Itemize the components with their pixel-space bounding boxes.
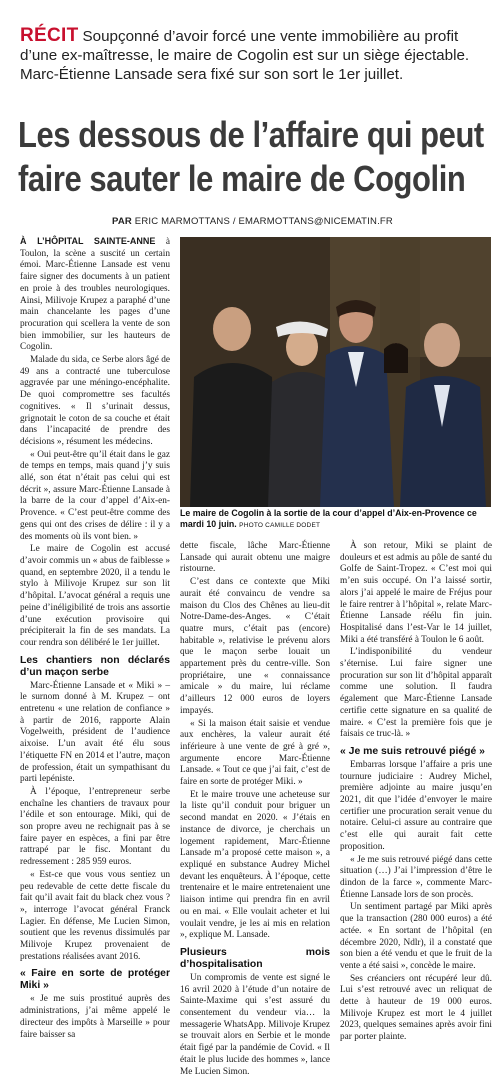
subheading-chantiers: Les chantiers non déclarés d’un maçon serbe xyxy=(20,654,170,678)
col3-paragraph-6: Ses créanciers ont récupéré leur dû. Lui s’est retrouvé avec un reliquat de dette à hauteur de 19 000 euros. Milivoje Krupez est mort le 4 juillet 2023, quelques semaines après avoir fini par porter plainte. xyxy=(340,973,492,1043)
col2-paragraph-3: « Si la maison était saisie et vendue aux enchères, la valeur aurait été inférieure à une vente de gré à gré », argumente encore Marc-Étienne Lansade. « Tout ce que j’ai fait, c’est de faire en sorte de protéger Miki. » xyxy=(180,718,330,788)
col1-paragraph-6: À l’époque, l’entrepreneur serbe enchaîne les chantiers de travaux pour l’édile et son entourage. Miki, qui de son propre aveu ne rechignait pas à se faire payer en espèces, a fini par être rattrapé par le fisc. Montant du redressement : 285 959 euros. xyxy=(20,786,170,868)
col2-paragraph-4: Et le maire trouve une acheteuse sur la liste qu’il conduit pour briguer un second mandat en 2020. « J’étais en instance de divorce, je cherchais un logement rapidement, Marc-Étienne Lansade m’a proposé cette maison », a expliqué en substance Audrey Michel devant les enquêteurs. À l’époque, cette trentenaire et le maire entretenaient une liaison intime qui prendra fin en avril ou en mai. « Elle voulait acheter et lui voulait vendre, je les ai mis en relation », explique M. Lansade. xyxy=(180,789,330,941)
lead-paragraph xyxy=(20,26,490,84)
col3-paragraph-4: « Je me suis retrouvé piégé dans cette situation (…) J’ai l’impression d’être le dindon de la farce », commente Marc-Étienne Lansade lors de son procès. xyxy=(340,854,492,900)
subheading-piege: « Je me suis retrouvé piégé » xyxy=(340,745,485,757)
column-3 xyxy=(340,541,492,1045)
byline xyxy=(112,216,393,227)
byline-author: ERIC MARMOTTANS / EMARMOTTANS@NICEMATIN.FR xyxy=(134,216,393,227)
byline-prefix: PAR xyxy=(112,216,132,227)
lettrine: À L’HÔPITAL SAINTE-ANNE xyxy=(20,236,156,246)
col3-paragraph-3: Embarras lorsque l’affaire a pris une tournure judiciaire : Audrey Michel, première adjointe au maire jusqu’en 2021, dit que l’idée d’envoyer le maire certifier une procuration serait venue du notaire. Celui-ci assure au contraire que c’est elle qui aurait fait cette proposition. xyxy=(340,759,492,852)
col2-paragraph-5: Un compromis de vente est signé le 16 avril 2020 à l’étude d’un notaire de Sainte-Maxime qui s’est assuré du consentement du vendeur via… la messagerie WhatsApp. Milivoje Krupez se trouvait alors en Serbie et le monde était figé par la pandémie de Covid. « Il était le plus lucide des hommes », lance Me Lucien Simon. xyxy=(180,972,330,1077)
person-background-woman xyxy=(384,343,408,373)
photo-credit: PHOTO CAMILLE DODET xyxy=(239,522,321,529)
col1-paragraph-4: Le maire de Cogolin est accusé d’avoir commis un « abus de faiblesse » quand, en septembre 2020, il a tendu le stylo à Milivoje Krupez sur son lit d’hôpital. L’avocat général a requis une peine d’inéligibilité de trois ans assortie d’une exécution provisoire qui précipiterait la fin de ses mandats. La cour rendra son délibéré le 1er juillet. xyxy=(20,544,170,648)
column-2 xyxy=(180,541,330,1079)
col3-paragraph-2: L’indisponibilité du vendeur s’éternise. Lui faire signer une procuration sur son lit d’hôpital apparaît comme une solution. Il faudra également que Marc-Étienne Lansade certifie cette signature en sa qualité de maire. « C’est la première fois que je faisais ce truc-là. » xyxy=(340,647,492,740)
subheading-hospitalisation: Plusieurs mois d’hospitalisation xyxy=(180,946,330,970)
col1-paragraph-8: « Je me suis prostitué auprès des administrations, j’ai même appelé le directeur des impôts à Marseille » pour faire baisser sa xyxy=(20,994,170,1040)
kicker-label: RÉCIT xyxy=(20,25,79,46)
col2-paragraph-2: C’est dans ce contexte que Miki aurait été convaincu de vendre sa maison du Clos des Chênes au lieu-dit Notre-Dame-des-Anges. « C’était quatre murs, c’était pas (encore) habitable », relativise le prévenu alors que le maçon serbe louait un appartement près du centre-ville. Son propriétaire, une « connaissance amicale » du maire, lui réclame d’ailleurs 12 000 euros de loyers impayés. xyxy=(180,577,330,716)
photo-illustration xyxy=(180,237,491,507)
col3-paragraph-5: Un sentiment partagé par Miki après que la transaction (280 000 euros) a été actée. « En sortant de l’hôpital (en décembre 2020, Ndlr), il a constaté que son bien a été vendu et que le fruit de la vente a été saisi », concède le maire. xyxy=(340,902,492,971)
col3-paragraph-1: À son retour, Miki se plaint de douleurs et est admis au pôle de santé du Golfe de Saint-Tropez. « C’est moi qui m’en suis occupé. On l’a laissé sortir, alors j’ai appelé le maire de Fréjus pour le faire rentrer à l’hôpital », relate Marc-Étienne Lansade réélu fin juin. Hospitalisé dans l’est-Var le 14 juillet, Miki a été transféré à Toulon le 6 août. xyxy=(340,541,492,645)
headline-line-1: Les dessous de l’affaire qui peut xyxy=(18,114,484,155)
column-1 xyxy=(20,236,170,1042)
caption-text: Le maire de Cogolin à la sortie de la cour d’appel d’Aix-en-Provence ce mardi 10 juin. xyxy=(180,508,477,529)
news-photo xyxy=(180,237,491,507)
headline xyxy=(18,113,484,201)
col1-paragraph-1: à Toulon, la scène a suscité un certain émoi. Marc-Étienne Lansade est venu faire signer des documents à un patient en proie à des troubles neurologiques. Ainsi, Milivoje Krupez a paraphé d’une main chancelante les pages d’une procuration qui scellera la vente de son bien immobilier, sur les hauteurs de Cogolin. xyxy=(20,237,171,353)
headline-line-2: faire sauter le maire de Cogolin xyxy=(18,158,466,199)
lead-text: Soupçonné d’avoir forcé une vente immobilière au profit d’une ex-maîtresse, le maire de Cogolin est sur un siège éjectable. Marc-Étienne Lansade sera fixé sur son sort le 1er juillet. xyxy=(20,28,470,83)
photo-caption xyxy=(180,508,491,531)
col1-paragraph-2: Malade du sida, ce Serbe alors âgé de 49 ans a contracté une tuberculose aggravée par une méningo-encéphalite. De quoi compromettre ses facultés cognitives. « Il s’urinait dessus, grignotait le coton de sa couche et était dans l’incapacité de prendre des décisions », résument les médecins. xyxy=(20,355,170,447)
col1-paragraph-3: « Oui peut-être qu’il était dans le gaz de temps en temps, mais quand j’y suis allé, son état n’était pas celui qui est décrit », assure Marc-Étienne Lansade à la barre de la cour d’appel d’Aix-en-Provence. « C’est peut-être comme des gens qui ont des crises de délire : il y a des moments où ils vont bien. » xyxy=(20,449,170,542)
col2-paragraph-1: dette fiscale, lâche Marc-Étienne Lansade qui aurait obtenu une maigre ristourne. xyxy=(180,541,330,575)
col1-paragraph-7: « Est-ce que vous vous sentiez un peu redevable de cette dette fiscale du fait qu’il avait fait du black chez vous ? », interroge l’avocat général Franck Lagier. En défense, Me Lucien Simon, soutient que les revenus dissimulés par Milivoje Krupez provenaient de prestations réalisées avant 2016. xyxy=(20,869,170,962)
subheading-proteger-miki: « Faire en sorte de protéger Miki » xyxy=(20,968,170,992)
col1-paragraph-5: Marc-Étienne Lansade et « Miki » – le surnom donné à M. Krupez – ont entretenu « une relation de confiance » à partir de 2016, rapporte Alain Vogelweith, président de l’audience aixoise. L’un avait été élu sous l’étiquette FN en 2014 et l’autre, maçon de profession, était un sympathisant du parti lepéniste. xyxy=(20,680,170,785)
